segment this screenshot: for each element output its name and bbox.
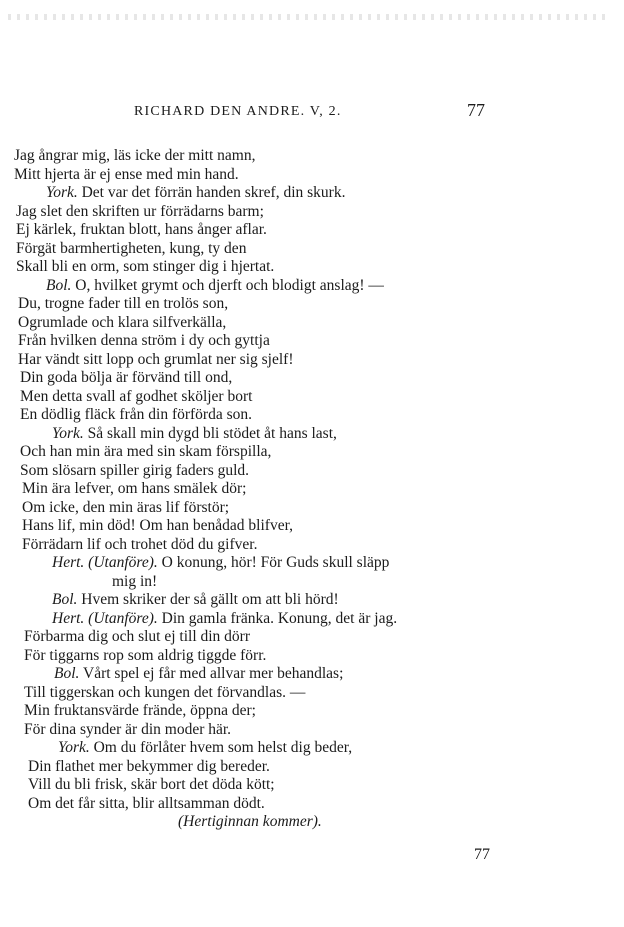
line-text: Förrädarn lif och trohet död du gifver.	[22, 535, 258, 553]
line-text: Hans lif, min död! Om han benådad blifver,	[22, 517, 293, 534]
line-text: Som slösarn spiller girig faders guld.	[20, 461, 250, 479]
verse-line	[0, 702, 624, 721]
verse-line	[0, 221, 624, 240]
verse-line	[0, 647, 624, 666]
line-text: Men detta svall af godhet sköljer bort	[20, 387, 253, 405]
verse-line	[0, 295, 624, 314]
line-text: Till tiggerskan och kungen det förvandlas. —	[24, 683, 306, 701]
speaker-label: Bol.	[52, 591, 78, 608]
line-text: Min fruktansvärde frände, öppna der;	[24, 702, 256, 719]
verse-line	[0, 776, 624, 795]
line-text: Och han min ära med sin skam förspilla,	[20, 443, 272, 460]
verse-line	[0, 591, 624, 610]
line-text: Så skall min dygd bli stödet åt hans last,	[83, 424, 337, 442]
verse-line	[0, 721, 624, 740]
running-header	[0, 100, 624, 124]
line-text: Ogrumlade och klara silfverkälla,	[18, 313, 227, 331]
verse-line	[0, 258, 624, 277]
verse-line	[0, 536, 624, 555]
verse-line	[0, 425, 624, 444]
speaker-label: Bol.	[54, 665, 80, 682]
line-text: Din flathet mer bekymmer dig bereder.	[28, 757, 270, 775]
line-text: Jag slet den skriften ur förrädarns barm;	[16, 202, 264, 220]
verse-line	[0, 369, 624, 388]
line-text: mig in!	[112, 572, 158, 590]
verse-body	[0, 147, 624, 832]
line-text: Vill du bli frisk, skär bort det döda kött;	[28, 776, 275, 793]
verse-line	[0, 665, 624, 684]
verse-line	[0, 795, 624, 814]
verse-line	[0, 351, 624, 370]
verse-line	[0, 517, 624, 536]
line-text: För dina synder är din moder här.	[24, 720, 232, 738]
speaker-label: Hert. (Utanföre).	[52, 609, 158, 627]
line-text: O, hvilket grymt och djerft och blodigt anslag! —	[71, 276, 384, 294]
verse-line	[0, 443, 624, 462]
verse-line	[0, 314, 624, 333]
speaker-label: York.	[52, 424, 84, 442]
speaker-label: Bol.	[46, 276, 72, 294]
verse-line	[0, 813, 624, 832]
verse-line	[0, 554, 624, 573]
line-text: Om du förlåter hvem som helst dig beder,	[89, 739, 353, 756]
verse-line	[0, 332, 624, 351]
line-text: Från hvilken denna ström i dy och gyttja	[18, 332, 270, 349]
verse-line	[0, 462, 624, 481]
verse-line	[0, 166, 624, 185]
verse-line	[0, 573, 624, 592]
line-text: Mitt hjerta är ej ense med min hand.	[14, 165, 239, 183]
verse-line	[0, 203, 624, 222]
verse-line	[0, 147, 624, 166]
line-text: Har vändt sitt lopp och grumlat ner sig sjelf!	[18, 350, 294, 368]
line-text: Du, trogne fader till en trolös son,	[18, 295, 229, 312]
header-page-number: 77	[467, 100, 485, 120]
footer-page-number: 77	[474, 846, 490, 863]
line-text: Det var det förrän handen skref, din skurk.	[77, 184, 346, 201]
verse-line	[0, 610, 624, 629]
verse-line	[0, 739, 624, 758]
verse-line	[0, 480, 624, 499]
line-text: Förbarma dig och slut ej till din dörr	[24, 628, 251, 645]
line-text: Förgät barmhertigheten, kung, ty den	[16, 239, 247, 257]
scan-artifact	[8, 14, 608, 20]
running-title: RICHARD DEN ANDRE. V, 2.	[134, 104, 342, 119]
speaker-label: York.	[58, 739, 90, 756]
verse-line	[0, 388, 624, 407]
line-text: Min ära lefver, om hans smälek dör;	[22, 480, 247, 497]
verse-line	[0, 240, 624, 259]
line-text: Om det får sitta, blir alltsamman dödt.	[28, 794, 265, 812]
verse-line	[0, 184, 624, 203]
line-text: Hvem skriker der så gällt om att bli hörd!	[77, 591, 339, 608]
line-text: En dödlig fläck från din förförda son.	[20, 406, 253, 423]
verse-line	[0, 406, 624, 425]
line-text: För tiggarns rop som aldrig tiggde förr.	[24, 646, 267, 664]
verse-line	[0, 628, 624, 647]
speaker-label: (Hertiginnan kommer).	[178, 813, 322, 830]
line-text: Din goda bölja är förvänd till ond,	[20, 369, 233, 386]
line-text: Ej kärlek, fruktan blott, hans ånger aflar.	[16, 221, 267, 238]
speaker-label: York.	[46, 184, 78, 201]
verse-line	[0, 499, 624, 518]
verse-line	[0, 758, 624, 777]
verse-line	[0, 277, 624, 296]
speaker-label: Hert. (Utanföre).	[52, 554, 158, 571]
verse-line	[0, 684, 624, 703]
line-text: O konung, hör! För Guds skull släpp	[157, 554, 390, 571]
line-text: Din gamla fränka. Konung, det är jag.	[157, 609, 398, 627]
line-text: Om icke, den min äras lif förstör;	[22, 498, 230, 516]
line-text: Jag ångrar mig, läs icke der mitt namn,	[14, 147, 256, 164]
line-text: Vårt spel ej får med allvar mer behandlas;	[79, 665, 344, 682]
line-text: Skall bli en orm, som stinger dig i hjertat.	[16, 258, 275, 275]
